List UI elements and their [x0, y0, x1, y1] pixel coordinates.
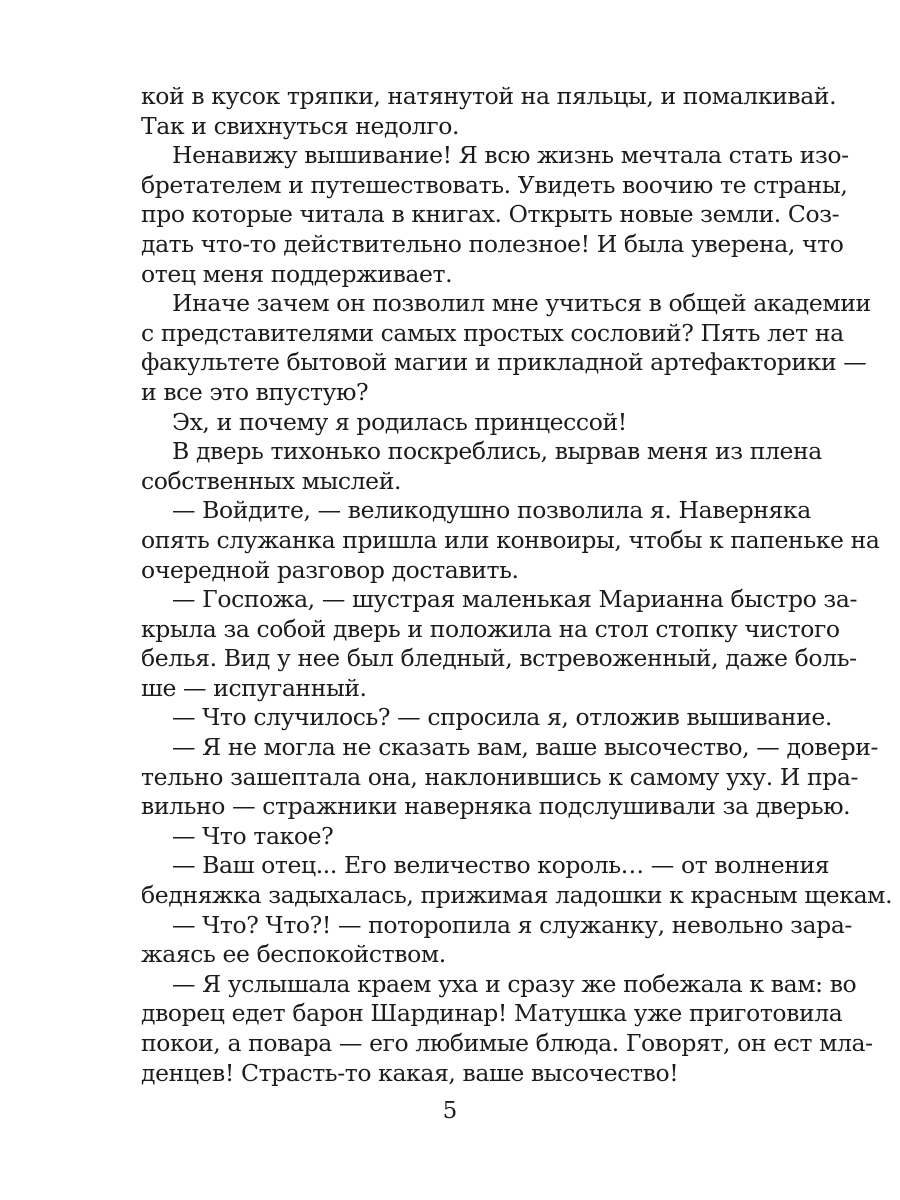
text-line: дворец едет барон Шардинар! Матушка уже приготовила: [141, 999, 843, 1028]
text-line: бедняжка задыхалась, прижимая ладошки к красным щекам.: [141, 881, 893, 910]
paragraph: [141, 851, 893, 910]
text-line: — Войдите, — великодушно позволила я. Наверняка: [172, 496, 811, 525]
text-line: Ненавижу вышивание! Я всю жизнь мечтала стать изо-: [172, 141, 849, 170]
text-line: ше — испуганный.: [141, 673, 367, 702]
text-line: — Я не могла не сказать вам, ваше высочество, — довери-: [172, 733, 879, 762]
text-line: вильно — стражники наверняка подслушивали за дверью.: [141, 792, 851, 821]
text-line: кой в кусок тряпки, натянутой на пяльцы, и помалкивай.: [141, 82, 837, 110]
text-line: бретателем и путешествовать. Увидеть воочию те страны,: [141, 170, 848, 199]
text-line: Эх, и почему я родилась принцессой!: [172, 407, 627, 436]
text-line: Иначе зачем он позволил мне учиться в общей академии: [172, 289, 871, 318]
paragraph: [141, 585, 857, 703]
text-line: крыла за собой дверь и положила на стол стопку чистого: [141, 614, 840, 643]
text-line: тельно зашептала она, наклонившись к самому уху. И пра-: [141, 762, 859, 791]
paragraph: [141, 437, 822, 496]
text-line: жаясь ее беспокойством.: [141, 940, 446, 969]
text-line: и все это впустую?: [141, 377, 369, 406]
paragraph: [141, 703, 832, 733]
text-line: — Я услышала краем уха и сразу же побежала к вам: во: [172, 969, 857, 998]
paragraph: [141, 733, 879, 822]
paragraph: [141, 496, 880, 585]
text-line: с представителями самых простых сословий? Пять лет на: [141, 318, 844, 347]
text-line: опять служанка пришла или конвоиры, чтобы к папеньке на: [141, 525, 880, 554]
paragraph: [141, 141, 849, 289]
text-line: белья. Вид у нее был бледный, встревоженный, даже боль-: [141, 644, 857, 673]
text-line: факультете бытовой магии и прикладной артефакторики —: [141, 348, 867, 377]
text-line: Так и свихнуться недолго.: [141, 111, 460, 140]
text-line: — Что такое?: [172, 821, 334, 850]
paragraph: [141, 82, 837, 141]
text-line: отец меня поддерживает.: [141, 259, 453, 288]
text-line: В дверь тихонько поскреблись, вырвав меня из плена: [172, 437, 822, 466]
body-text: [141, 82, 893, 1088]
text-line: очередной разговор доставить.: [141, 555, 519, 584]
page-number: 5: [442, 1098, 458, 1124]
paragraph: [141, 289, 871, 407]
text-line: дать что-то действительно полезное! И была уверена, что: [141, 229, 844, 258]
text-line: — Что? Что?! — поторопила я служанку, невольно зара-: [172, 910, 852, 939]
text-line: — Госпожа, — шустрая маленькая Марианна быстро за-: [172, 585, 857, 614]
paragraph: [141, 408, 781, 438]
paragraph: [141, 969, 873, 1088]
text-line: — Что случилось? — спросила я, отложив вышивание.: [172, 703, 832, 732]
text-line: денцев! Страсть-то какая, ваше высочество!: [141, 1058, 679, 1087]
text-line: — Ваш отец... Его величество король… — от волнения: [172, 851, 830, 880]
paragraph: [141, 910, 852, 970]
text-line: собственных мыслей.: [141, 466, 402, 495]
text-line: покои, а повара — его любимые блюда. Говорят, он ест мла-: [141, 1029, 873, 1057]
text-line: про которые читала в книгах. Открыть новые земли. Соз-: [141, 200, 840, 229]
paragraph: [141, 822, 781, 852]
